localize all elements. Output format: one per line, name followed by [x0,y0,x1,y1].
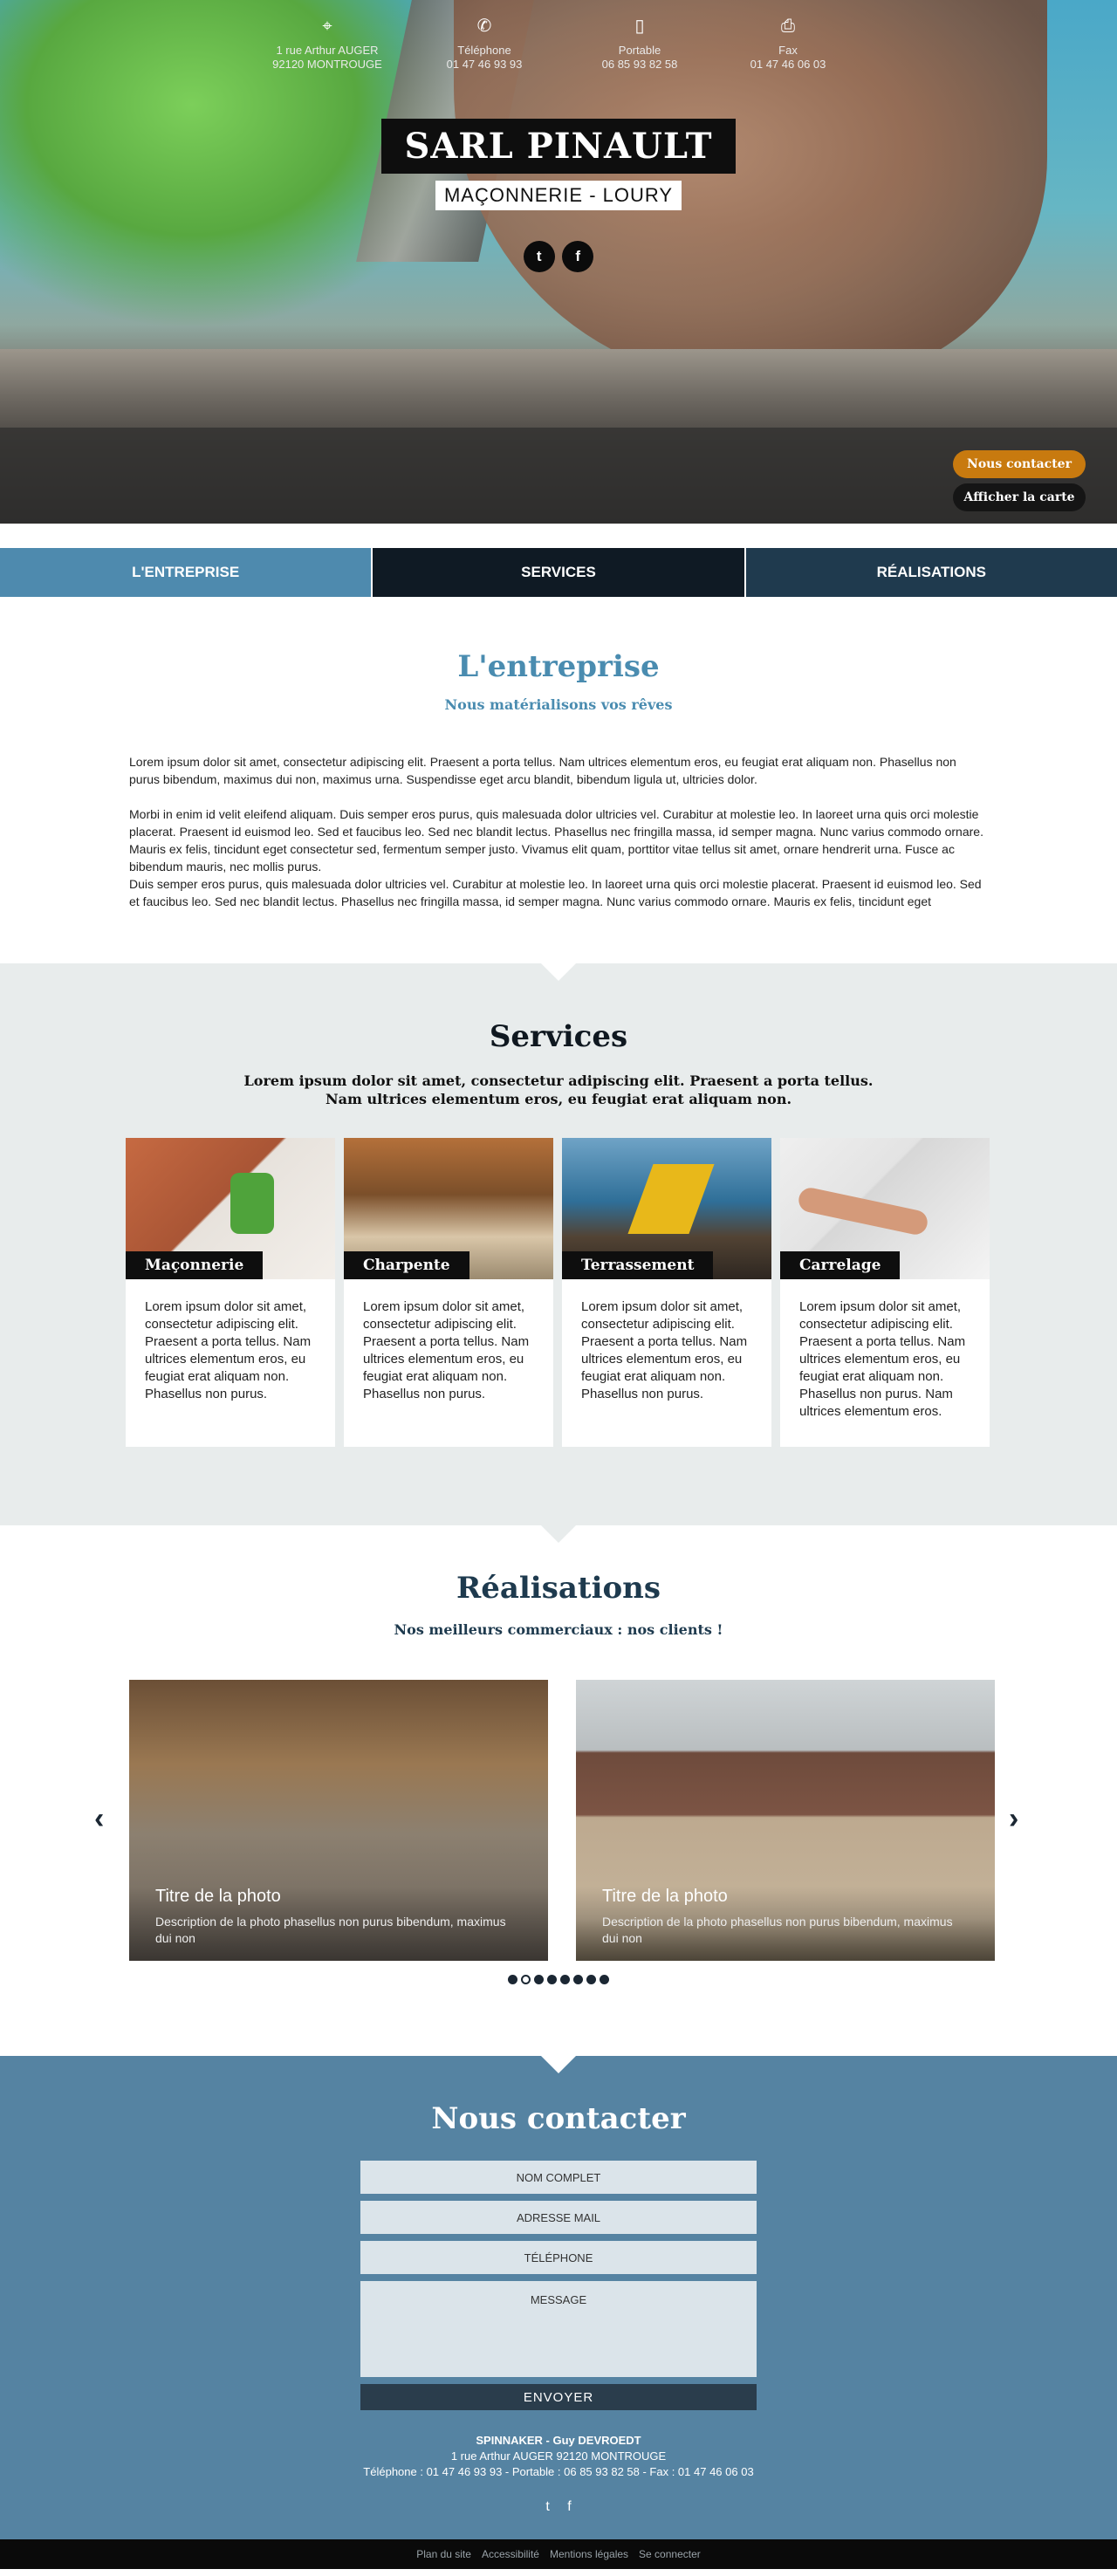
services-lead-line1: Lorem ipsum dolor sit amet, consectetur adipiscing elit. Praesent a porta tellus. [243,1072,874,1089]
carousel-dot[interactable] [547,1975,557,1984]
info-fax [714,19,862,72]
service-card-terrassement[interactable] [562,1138,771,1447]
message-textarea[interactable] [360,2281,757,2377]
service-label: Maçonnerie [126,1251,263,1279]
carousel-dot[interactable] [508,1975,517,1984]
services-lead-line2: Nam ultrices elementum eros, eu feugiat erat aliquam non. [325,1091,792,1107]
info-address [253,19,401,72]
service-label: Carrelage [780,1251,900,1279]
site-subtitle: MAÇONNERIE - LOURY [435,181,682,210]
link-accessibility[interactable]: Accessibilité [481,2548,539,2560]
info-fax-label: Fax [778,44,798,57]
service-image [126,1138,335,1279]
slide-description: Description de la photo phasellus non purus bibendum, maximus dui non [155,1915,506,1945]
service-image [344,1138,553,1279]
fax-icon: ⎙ [781,17,795,36]
slide-description: Description de la photo phasellus non purus bibendum, maximus dui non [602,1915,953,1945]
tab-entreprise[interactable]: L'ENTREPRISE [0,548,371,597]
info-phone-number: 01 47 46 93 93 [446,58,523,71]
footer-company: SPINNAKER - Guy DEVROEDT [476,2434,641,2447]
info-phone-label: Téléphone [457,44,511,57]
service-text: Lorem ipsum dolor sit amet, consectetur adipiscing elit. Praesent a porta tellus. Nam ultrices elementum eros, eu feugiat erat aliquam non. Phasellus non purus. [363,1299,530,1401]
carousel-dot[interactable] [600,1975,609,1984]
service-text: Lorem ipsum dolor sit amet, consectetur adipiscing elit. Praesent a porta tellus. Nam ultrices elementum eros, eu feugiat erat aliquam non. Phasellus non purus. [581,1299,748,1401]
info-mobile-label: Portable [618,44,661,57]
info-mobile-number: 06 85 93 82 58 [601,58,678,71]
service-image [562,1138,771,1279]
entreprise-paragraph-2: Morbi in enim id velit eleifend aliquam. Duis semper eros purus, quis malesuada dolor ultricies vel. Curabitur at molestie leo. In laoreet urna quis orci molestie placerat. Praesent id euismod leo. Sed et faucibus leo. Sed nec blandit lectus. Phasellus nec fringilla massa, id semper magna. Nunc varius commodo ornare. Mauris ex felis, tincidunt eget consectetur sed, fermentum semper justo. Vivamus elit quam, porttitor vitae tellus sit amet, ornare hendrerit urna. Fusce ac bibendum mauris, nec mollis purus. [129,807,983,874]
slide-caption [129,1887,548,1961]
footer-address: 1 rue Arthur AUGER 92120 MONTROUGE [450,2449,667,2463]
brand [0,119,1117,210]
phone-input[interactable] [360,2241,757,2274]
tab-realisations[interactable]: RÉALISATIONS [746,548,1117,597]
hero-banner [0,0,1117,524]
photo-carousel [0,1680,1117,1961]
section-entreprise [0,597,1117,963]
info-mobile [565,19,714,72]
entreprise-paragraph-1: Lorem ipsum dolor sit amet, consectetur adipiscing elit. Praesent a porta tellus. Nam ultrices elementum eros, eu feugiat erat aliquam non. Phasellus non purus bibendum, maximus dui non, maximus urna. Suspendisse eget arcu blandit, bibendum ligula ut, ultricies dolor. [129,755,956,786]
footer-phones: Téléphone : 01 47 46 93 93 - Portable : 06 85 93 82 58 - Fax : 01 47 46 06 03 [363,2465,754,2478]
full-name-input[interactable] [360,2161,757,2194]
carousel-dot[interactable] [586,1975,596,1984]
tab-services[interactable]: SERVICES [371,548,745,597]
service-card-charpente[interactable] [344,1138,553,1447]
info-fax-number: 01 47 46 06 03 [750,58,826,71]
section-notch [541,1525,576,1543]
services-title: Services [489,1019,628,1054]
carousel-slide[interactable] [576,1680,995,1961]
email-input[interactable] [360,2201,757,2234]
twitter-icon[interactable]: t [524,241,555,272]
carousel-dot[interactable] [573,1975,583,1984]
carousel-slide[interactable] [129,1680,548,1961]
footer-info [0,2433,1117,2480]
realisations-subtitle: Nos meilleurs commerciaux : nos clients ! [394,1621,723,1638]
contact-form [360,2161,757,2410]
section-contact [0,2056,1117,2539]
info-address-line2: 92120 MONTROUGE [272,58,382,71]
map-pin-icon: ⌖ [322,17,332,36]
service-text: Lorem ipsum dolor sit amet, consectetur adipiscing elit. Praesent a porta tellus. Nam ultrices elementum eros, eu feugiat erat aliquam non. Phasellus non purus. [145,1299,312,1401]
service-text: Lorem ipsum dolor sit amet, consectetur adipiscing elit. Praesent a porta tellus. Nam ultrices elementum eros, eu feugiat erat aliquam non. Phasellus non purus. Nam ultrices elementum eros. [799,1299,966,1419]
service-image [780,1138,990,1279]
slide-title: Titre de la photo [602,1887,728,1906]
service-card-maconnerie[interactable] [126,1138,335,1447]
carousel-dot[interactable] [534,1975,544,1984]
entreprise-subtitle: Nous matérialisons vos rêves [444,696,673,713]
entreprise-title: L'entreprise [457,649,660,684]
site-title: SARL PINAULT [381,119,735,174]
service-label: Charpente [344,1251,469,1279]
footer-socials [0,2499,1117,2515]
link-sitemap[interactable]: Plan du site [416,2548,471,2560]
info-address-line1: 1 rue Arthur AUGER [276,44,379,57]
slide-caption [576,1887,995,1961]
main-tabs [0,548,1117,597]
link-legal[interactable]: Mentions légales [549,2548,629,2560]
services-lead [0,1072,1117,1108]
section-realisations [0,1525,1117,2056]
chevron-left-icon[interactable]: ‹ [94,1802,105,1835]
carousel-dot[interactable] [560,1975,570,1984]
phone-icon: ✆ [476,17,492,36]
link-login[interactable]: Se connecter [639,2548,701,2560]
carousel-dots [0,1973,1117,1989]
show-map-button[interactable]: Afficher la carte [953,483,1086,511]
contact-us-button[interactable]: Nous contacter [953,450,1086,478]
service-label: Terrassement [562,1251,713,1279]
slide-title: Titre de la photo [155,1887,281,1906]
carousel-dot[interactable] [521,1975,531,1984]
facebook-icon[interactable]: f [567,2499,572,2514]
service-cards [126,1138,991,1447]
mobile-icon: ▯ [634,17,645,36]
twitter-icon[interactable]: t [545,2499,550,2514]
send-button[interactable]: ENVOYER [360,2384,757,2410]
hero-socials [0,241,1117,272]
entreprise-paragraph-3: Duis semper eros purus, quis malesuada dolor ultricies vel. Curabitur at molestie leo. In laoreet urna quis orci molestie placerat. Praesent id euismod leo. Sed et faucibus leo. Sed nec blandit lectus. Phasellus nec fringilla massa, id semper magna. Nunc varius commodo ornare. Mauris ex felis, tincidunt eget [129,877,982,908]
bottom-bar [0,2539,1117,2569]
section-notch [541,963,576,981]
chevron-right-icon[interactable]: › [1009,1802,1019,1835]
service-card-carrelage[interactable] [780,1138,990,1447]
section-notch [541,2056,576,2073]
contact-title: Nous contacter [431,2101,686,2136]
contact-info-bar [0,428,1117,524]
realisations-title: Réalisations [456,1571,661,1606]
facebook-icon[interactable]: f [562,241,593,272]
info-phone [410,19,558,72]
section-services [0,963,1117,1525]
hero-mortar-shape [0,349,1117,428]
